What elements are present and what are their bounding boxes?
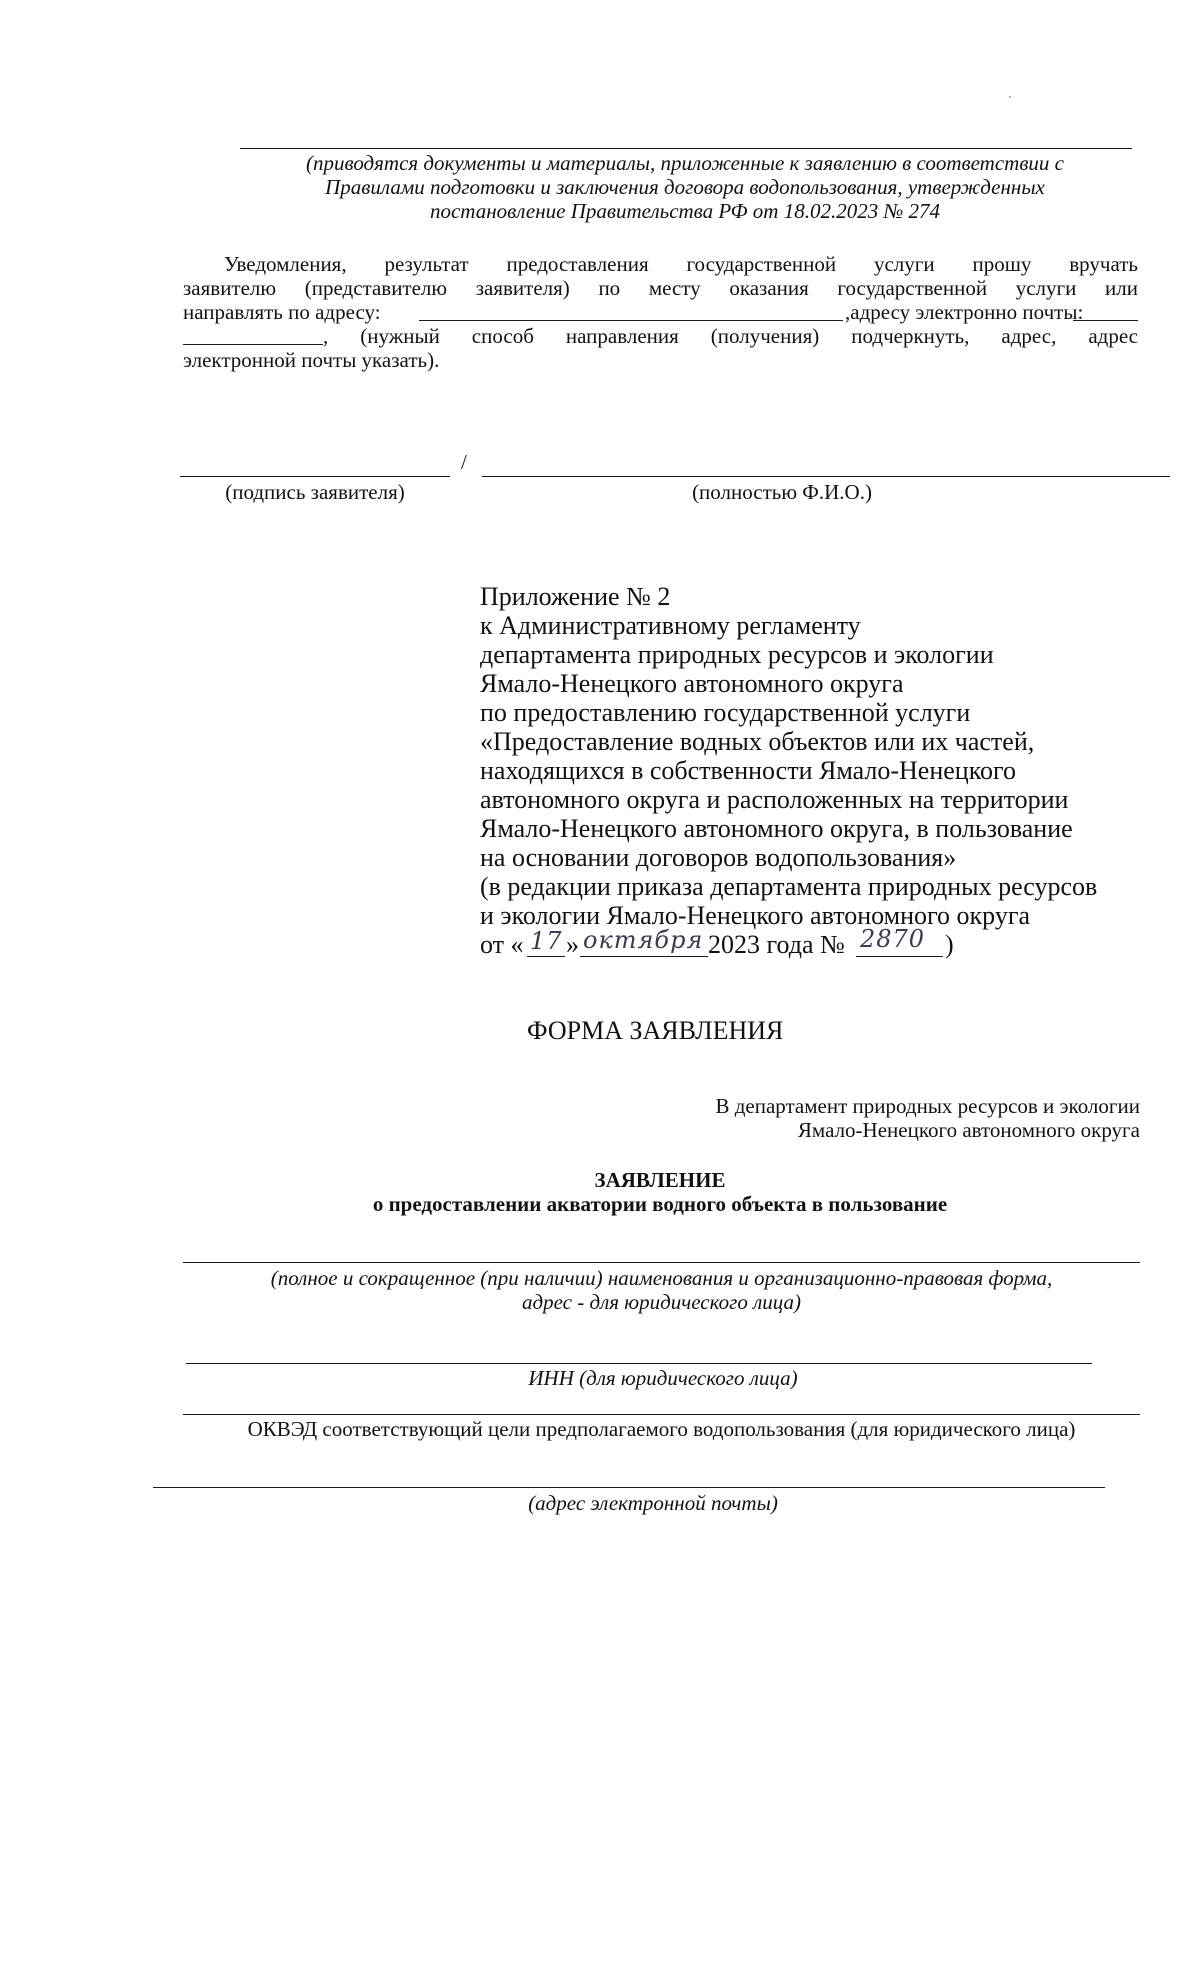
notice-address-label: направлять по адресу:: [183, 300, 381, 324]
notice-email-label: ,адресу электронно почты:: [845, 300, 1084, 324]
appendix-line: (в редакции приказа департамента природных ресурсов: [480, 872, 1098, 901]
date-year-text: 2023 года №: [708, 930, 845, 959]
addressee-block: [600, 1094, 1140, 1142]
appendix-line: Приложение № 2: [480, 582, 671, 611]
notice-method-text: [323, 324, 1138, 348]
email-address-field-continued[interactable]: [183, 344, 323, 345]
notice-address-line: [183, 300, 1138, 324]
notice-line: [183, 276, 1138, 300]
handwritten-month: октября: [583, 926, 704, 954]
appendix-line: и экологии Ямало-Ненецкого автономного округа: [480, 901, 1031, 930]
application-subtitle: о предоставлении акватории водного объекта в пользование: [372, 1192, 948, 1216]
applicant-name-caption-line: адрес - для юридического лица): [522, 1290, 801, 1314]
documents-caption-line: постановление Правительства РФ от 18.02.2023 № 274: [429, 199, 941, 223]
order-number-field[interactable]: [856, 956, 943, 957]
handwritten-day: 17: [530, 927, 563, 955]
appendix-line: находящихся в собственности Ямало-Ненецкого: [480, 756, 1017, 785]
inn-caption: ИНН (для юридического лица): [528, 1366, 798, 1390]
addressee-line: В департамент природных ресурсов и экологии: [715, 1094, 1140, 1118]
date-day-field[interactable]: [527, 956, 565, 957]
appendix-line: по предоставлению государственной услуги: [480, 698, 971, 727]
documents-caption-line: (приводятся документы и материалы, приложенные к заявлению в соответствии с: [305, 151, 1065, 175]
notice-method-line: [183, 324, 1138, 348]
notice-paragraph: [183, 252, 1138, 372]
okved-caption: ОКВЭД соответствующий цели предполагаемого водопользования (для юридического лица): [247, 1417, 1076, 1441]
notice-line: электронной почты указать).: [183, 348, 440, 372]
appendix-line: Ямало-Ненецкого автономного округа: [480, 669, 904, 698]
appendix-line: автономного округа и расположенных на территории: [480, 785, 1069, 814]
application-title: ЗАЯВЛЕНИЕ: [594, 1168, 726, 1192]
applicant-name-caption-line: (полное и сокращенное (при наличии) наименования и организационно-правовая форма,: [270, 1266, 1053, 1290]
email-address-field[interactable]: [1073, 320, 1138, 321]
notice-text: Уведомления, результат предоставления государственной услуги прошу вручать: [224, 252, 1138, 276]
appendix-block: [480, 582, 1180, 959]
appendix-line: департамента природных ресурсов и экологии: [480, 640, 994, 669]
application-heading: [180, 1168, 1140, 1216]
notice-text: , (нужный способ направления (получения) подчеркнуть, адрес, адрес: [323, 324, 1138, 348]
date-prefix: от «: [480, 930, 524, 959]
postal-address-field[interactable]: [419, 320, 843, 321]
addressee-line: Ямало-Ненецкого автономного округа: [797, 1118, 1140, 1142]
appendix-line: «Предоставление водных объектов или их частей,: [480, 727, 1035, 756]
inn-field[interactable]: [186, 1363, 1092, 1364]
form-title: ФОРМА ЗАЯВЛЕНИЯ: [527, 1016, 784, 1045]
documents-caption: [180, 151, 1190, 223]
okved-field[interactable]: [183, 1414, 1140, 1415]
notice-text: заявителю (представителю заявителя) по месту оказания государственной услуги или: [183, 276, 1138, 300]
date-quote-close: »: [566, 930, 579, 959]
signature-slash: /: [461, 450, 467, 474]
documents-caption-line: Правилами подготовки и заключения договора водопользования, утвержденных: [325, 175, 1045, 199]
appendix-line: Ямало-Ненецкого автономного округа, в пользование: [480, 814, 1073, 843]
notice-line: [183, 252, 1138, 276]
email-field[interactable]: [153, 1487, 1105, 1488]
date-close-paren: ): [945, 930, 954, 959]
signature-caption: (подпись заявителя): [225, 480, 405, 504]
appendix-line: к Административному регламенту: [480, 611, 861, 640]
scan-speck: [1009, 96, 1011, 98]
appendix-line: на основании договоров водопользования»: [480, 843, 957, 872]
appendix-date-line: [480, 925, 1180, 959]
applicant-name-field[interactable]: [183, 1262, 1140, 1263]
date-month-field[interactable]: [580, 956, 708, 957]
applicant-name-caption: [183, 1266, 1140, 1314]
handwritten-order-number: 2870: [860, 925, 926, 953]
full-name-field[interactable]: [482, 476, 1170, 477]
email-caption: (адрес электронной почты): [528, 1491, 778, 1515]
documents-fill-line[interactable]: [240, 148, 1132, 149]
signature-field[interactable]: [180, 476, 450, 477]
full-name-caption: (полностью Ф.И.О.): [692, 480, 872, 504]
